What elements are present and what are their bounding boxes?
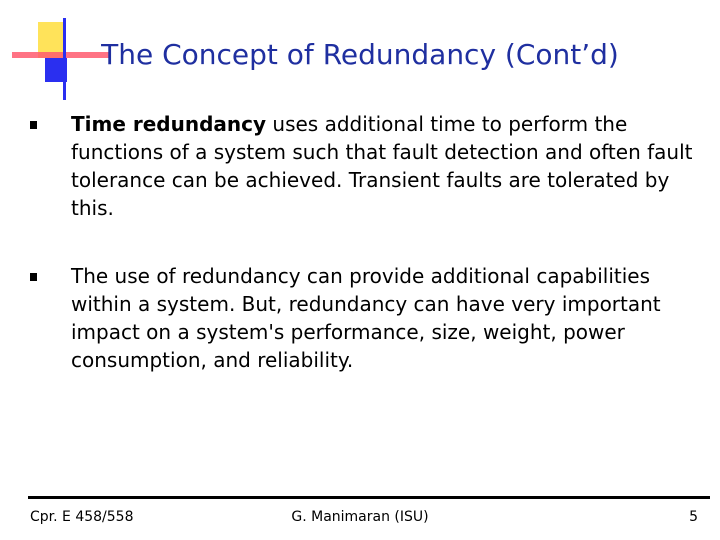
bullet-lead: Time redundancy [71,112,267,136]
slide-title: The Concept of Redundancy (Cont’d) [101,38,619,71]
footer-divider [28,496,710,499]
bullet-square-icon [30,273,37,281]
page-number: 5 [689,509,698,525]
bullet-text [71,262,708,374]
bullet-list [28,110,708,374]
footer-course: Cpr. E 458/558 [30,509,134,525]
bullet-body: uses additional time to perform the functions of a system such that fault detection and often fault tolerance can be achieved. Transient faults are tolerated by this. [71,112,693,220]
bullet-square-icon [30,121,37,129]
bullet-body: The use of redundancy can provide additional capabilities within a system. But, redundancy can have very important impact on a system's performance, size, weight, power consumption, and reliability. [71,264,661,372]
bullet-text [71,110,708,222]
bullet-item [28,110,708,222]
footer-author: G. Manimaran (ISU) [291,509,429,525]
bullet-item [28,262,708,374]
